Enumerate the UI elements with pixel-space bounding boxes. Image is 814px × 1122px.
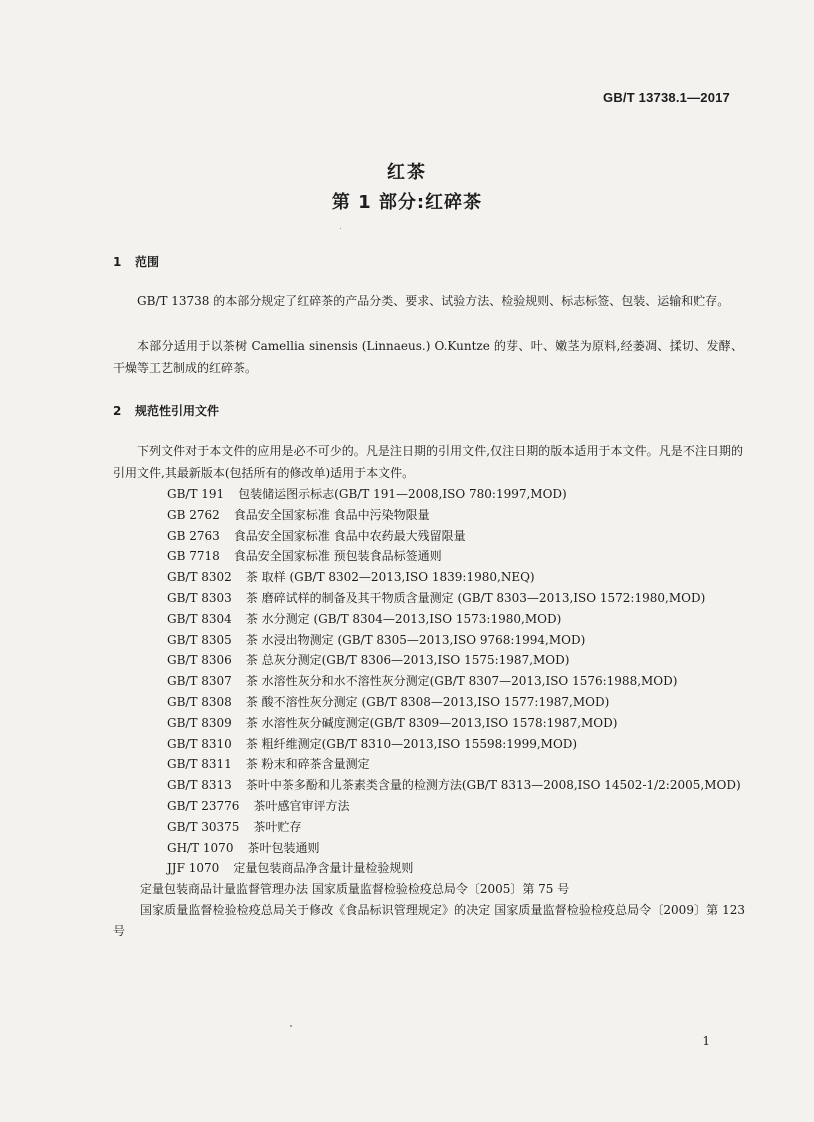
paragraph: GB/T 13738 的本部分规定了红碎茶的产品分类、要求、试验方法、检验规则、标志标签、包装、运输和贮存。 [137, 294, 730, 308]
reference-item [113, 754, 745, 775]
reference-item [113, 567, 745, 588]
reference-code: GB/T 8306 [167, 653, 232, 668]
reference-code: GB/T 8308 [167, 694, 232, 709]
reference-title: 包装储运图示标志(GB/T 191—2008,ISO 780:1997,MOD) [238, 487, 567, 501]
reference-code: GB/T 8302 [167, 570, 232, 585]
reference-code: GB/T 191 [167, 487, 225, 501]
reference-item [113, 796, 745, 817]
document-subtitle: 第 1 部分:红碎茶 [331, 192, 483, 213]
reference-code: GH/T 1070 [167, 840, 234, 855]
reference-item [113, 671, 745, 692]
reference-item [113, 630, 745, 651]
reference-code: GB/T 8309 [167, 715, 232, 730]
page-number: 1 [702, 1034, 710, 1048]
reference-code: GB/T 8313 [167, 778, 232, 793]
reference-list [113, 484, 745, 942]
reference-code: GB/T 8307 [167, 674, 232, 689]
reference-item [113, 775, 745, 796]
paragraph: 本部分适用于以茶树 Camellia sinensis (Linnaeus.) O.Kuntze 的芽、叶、嫩茎为原料,经萎凋、揉切、发酵、干燥等工艺制成的红碎茶。 [113, 339, 743, 375]
reference-title: 定量包装商品计量监督管理办法 国家质量监督检验检疫总局令〔2005〕第 75 号 [140, 882, 570, 897]
reference-item [113, 650, 745, 671]
reference-item [113, 588, 745, 609]
section-title: 范围 [135, 255, 160, 269]
scan-speck [290, 1025, 292, 1027]
reference-item [113, 713, 745, 734]
reference-item [113, 900, 745, 942]
reference-title: 茶 酸不溶性灰分测定 (GB/T 8308—2013,ISO 1577:1987,MOD) [245, 694, 610, 709]
reference-code: GB/T 8311 [167, 757, 232, 772]
reference-code: GB/T 30375 [167, 819, 240, 834]
reference-title: 茶 总灰分测定(GB/T 8306—2013,ISO 1575:1987,MOD) [245, 653, 570, 668]
reference-item [113, 817, 745, 838]
reference-title: 食品安全国家标准 食品中污染物限量 [233, 507, 430, 522]
reference-title: 茶 取样 (GB/T 8302—2013,ISO 1839:1980,NEQ) [245, 570, 535, 585]
reference-item [113, 609, 745, 630]
reference-title: 茶叶感官审评方法 [253, 798, 350, 813]
reference-title: 国家质量监督检验检疫总局关于修改《食品标识管理规定》的决定 国家质量监督检验检疫总局令〔2009〕第 123 号 [113, 902, 745, 938]
reference-title: 茶 水分测定 (GB/T 8304—2013,ISO 1573:1980,MOD) [245, 611, 562, 626]
section-title: 规范性引用文件 [135, 404, 220, 418]
reference-title: 茶 水溶性灰分和水不溶性灰分测定(GB/T 8307—2013,ISO 1576:1988,MOD) [245, 674, 678, 689]
reference-title: 茶叶包装通则 [247, 840, 320, 855]
standard-code: GB/T 13738.1—2017 [603, 90, 730, 105]
section-number: 1 [113, 255, 122, 269]
reference-code: GB 2762 [167, 507, 220, 522]
reference-item [113, 838, 745, 859]
reference-title: 茶 粗纤维测定(GB/T 8310—2013,ISO 15598:1999,MOD) [245, 736, 578, 751]
section-heading-scope [113, 253, 159, 270]
reference-code: GB/T 8304 [167, 611, 232, 626]
document-title: 红茶 [387, 162, 427, 183]
reference-code: GB 2763 [167, 528, 220, 543]
reference-title: 食品安全国家标准 食品中农药最大残留限量 [233, 528, 466, 543]
reference-code: JJF 1070 [167, 861, 220, 876]
reference-code: GB/T 23776 [167, 798, 240, 813]
reference-code: GB 7718 [167, 549, 220, 564]
reference-item [113, 879, 745, 900]
reference-code: GB/T 8303 [167, 590, 232, 605]
reference-title: 茶叶贮存 [253, 819, 302, 834]
reference-title: 食品安全国家标准 预包装食品标签通则 [233, 549, 442, 564]
reference-code: GB/T 8310 [167, 736, 232, 751]
section-heading-normative-references [113, 402, 219, 419]
scan-speck [340, 228, 341, 229]
reference-title: 茶 水浸出物测定 (GB/T 8305—2013,ISO 9768:1994,MOD) [245, 632, 586, 647]
reference-title: 定量包装商品净含量计量检验规则 [233, 861, 414, 876]
reference-item [113, 526, 745, 547]
reference-item [113, 692, 745, 713]
reference-title: 茶 磨碎试样的制备及其干物质含量测定 (GB/T 8303—2013,ISO 1572:1980,MOD) [245, 590, 706, 605]
section-number: 2 [113, 404, 122, 418]
paragraph: 下列文件对于本文件的应用是必不可少的。凡是注日期的引用文件,仅注日期的版本适用于本文件。凡是不注日期的引用文件,其最新版本(包括所有的修改单)适用于本文件。 [113, 444, 743, 480]
reference-item [113, 858, 745, 879]
reference-title: 茶叶中茶多酚和儿茶素类含量的检测方法(GB/T 8313—2008,ISO 14502-1/2:2005,MOD) [245, 778, 741, 793]
reference-title: 茶 水溶性灰分碱度测定(GB/T 8309—2013,ISO 1578:1987,MOD) [245, 715, 618, 730]
reference-item [113, 484, 745, 505]
reference-item [113, 734, 745, 755]
reference-title: 茶 粉末和碎茶含量测定 [245, 757, 370, 772]
reference-item [113, 546, 745, 567]
reference-item [113, 505, 745, 526]
reference-code: GB/T 8305 [167, 632, 232, 647]
